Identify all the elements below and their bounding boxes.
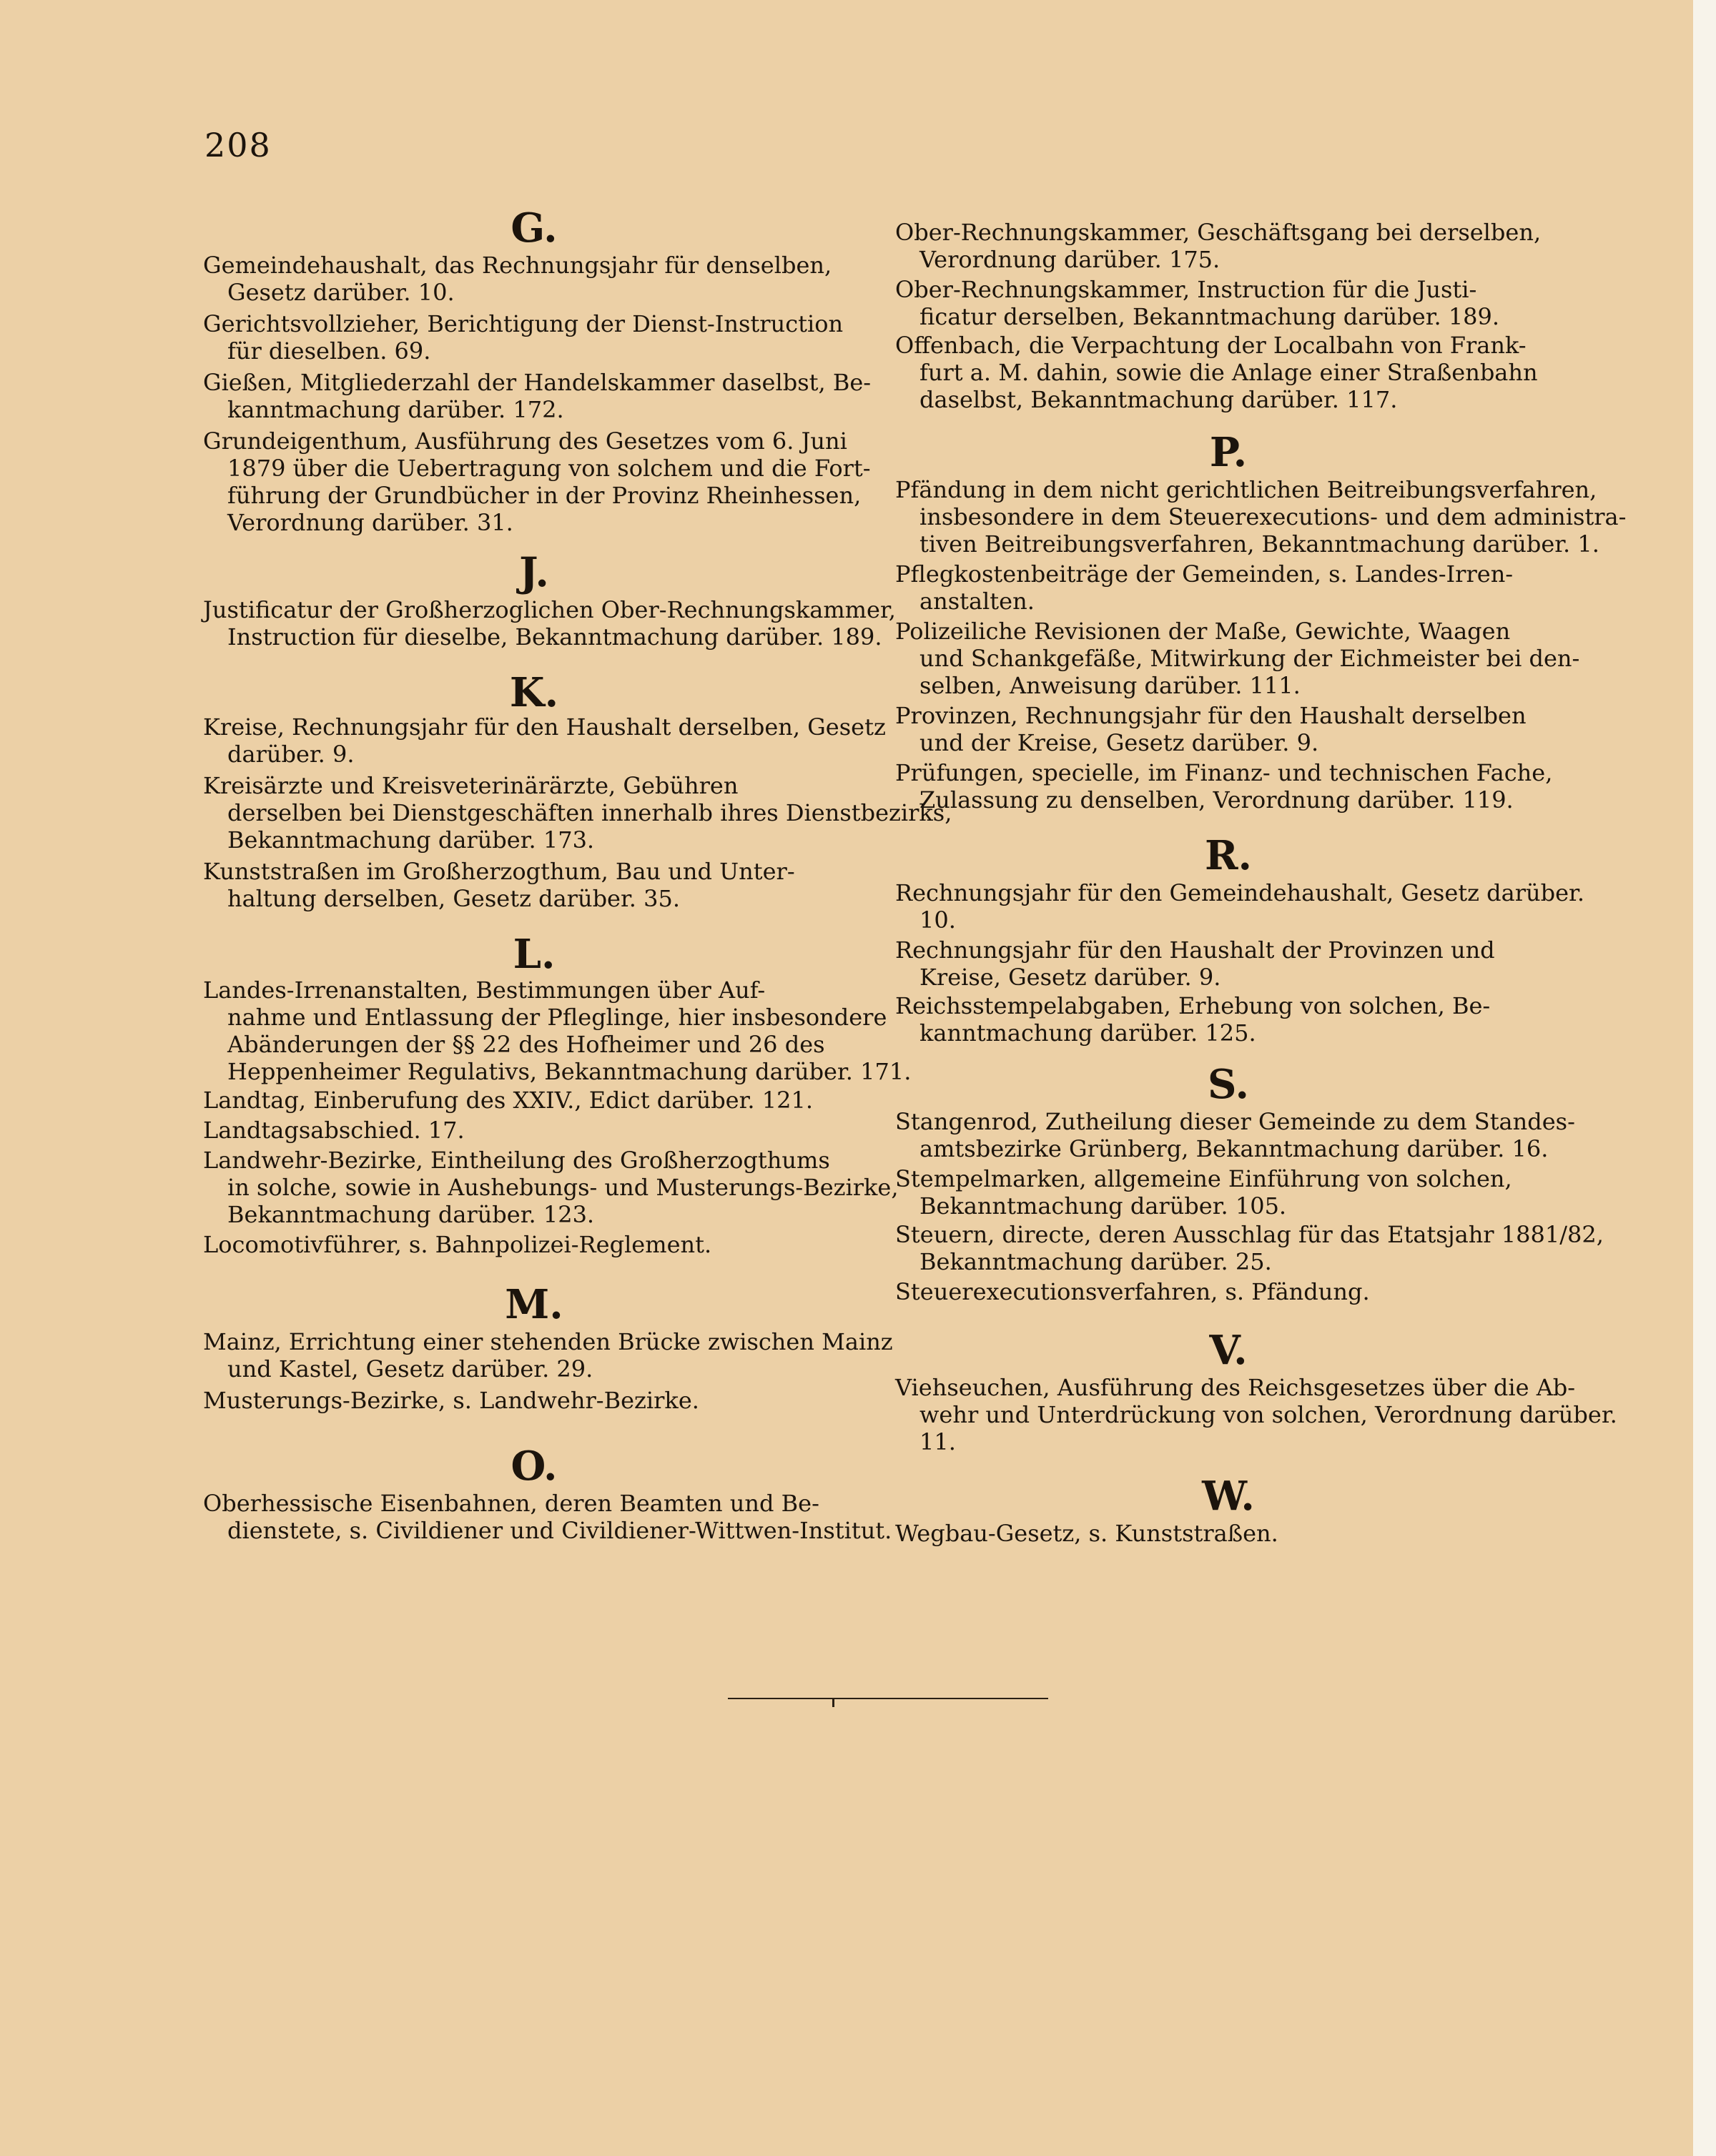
index-entry-line: Pflegkostenbeiträge der Gemeinden, s. Landes-Irren-: [895, 560, 1514, 588]
index-entry: [895, 276, 1562, 330]
index-entry-line: Bekanntmachung darüber. 105.: [919, 1192, 1287, 1220]
index-entry-line: Musterungs-Bezirke, s. Landwehr-Bezirke.: [203, 1387, 699, 1414]
index-entry: [895, 936, 1562, 991]
index-entry-line: ficatur derselben, Bekanntmachung darüber. 189.: [919, 303, 1500, 330]
closing-rule-ornament: [832, 1698, 834, 1707]
index-entry-line: Stempelmarken, allgemeine Einführung von solchen,: [895, 1165, 1512, 1192]
index-entry-line: in solche, sowie in Aushebungs- und Musterungs-Bezirke,: [227, 1174, 899, 1201]
index-entry-line: Gesetz darüber. 10.: [227, 279, 455, 306]
index-entry-line: Gießen, Mitgliederzahl der Handelskammer daselbst, Be-: [203, 369, 872, 396]
index-entry-line: Landes-Irrenanstalten, Bestimmungen über Auf-: [203, 976, 766, 1004]
index-entry-line: Provinzen, Rechnungsjahr für den Haushalt derselben: [895, 702, 1527, 729]
index-entry-line: Ober-Rechnungskammer, Instruction für die Justi-: [895, 276, 1477, 303]
index-entry-line: anstalten.: [919, 588, 1035, 615]
index-entry-line: Pfändung in dem nicht gerichtlichen Beitreibungsverfahren,: [895, 476, 1597, 503]
index-entry-line: Justificatur der Großherzoglichen Ober-Rechnungskammer,: [203, 596, 896, 623]
index-entry: [203, 772, 952, 854]
index-entry-line: derselben bei Dienstgeschäften innerhalb ihres Dienstbezirks,: [227, 799, 952, 826]
index-entry-line: Landwehr-Bezirke, Eintheilung des Großherzogthums: [203, 1147, 830, 1174]
index-entry-line: Ober-Rechnungskammer, Geschäftsgang bei derselben,: [895, 219, 1542, 246]
index-entry: [203, 1387, 865, 1414]
index-entry: [203, 310, 865, 365]
section-letter-heading: L.: [513, 931, 556, 978]
index-entry-line: 11.: [919, 1428, 956, 1455]
index-entry: [895, 879, 1584, 934]
page-number: 208: [204, 126, 272, 164]
index-entry-line: Kunststraßen im Großherzogthum, Bau und Unter-: [203, 858, 795, 885]
index-entry: [203, 369, 872, 423]
index-entry-line: daselbst, Bekanntmachung darüber. 117.: [919, 386, 1398, 413]
index-entry: [203, 713, 886, 768]
index-entry-line: Heppenheimer Regulativs, Bekanntmachung darüber. 171.: [227, 1058, 912, 1085]
index-entry-line: selben, Anweisung darüber. 111.: [919, 672, 1301, 699]
index-entry-line: Bekanntmachung darüber. 173.: [227, 826, 595, 854]
index-entry-line: Landtag, Einberufung des XXIV., Edict darüber. 121.: [203, 1087, 813, 1114]
index-entry-line: Instruction für dieselbe, Bekanntmachung darüber. 189.: [227, 623, 882, 651]
section-letter-heading: W.: [1202, 1473, 1255, 1520]
section-letter-heading: V.: [1209, 1327, 1248, 1374]
index-entry: [895, 1165, 1562, 1220]
index-entry-line: Kreisärzte und Kreisveterinärärzte, Gebühren: [203, 772, 739, 799]
index-entry: [895, 759, 1562, 814]
index-entry-line: Oberhessische Eisenbahnen, deren Beamten und Be-: [203, 1490, 819, 1517]
index-entry: [203, 1231, 865, 1258]
index-entry-line: Gerichtsvollzieher, Berichtigung der Dienst-Instruction: [203, 310, 844, 337]
closing-rule: [728, 1698, 1048, 1699]
index-entry-line: 1879 über die Uebertragung von solchem und die Fort-: [227, 455, 871, 482]
index-entry: [895, 702, 1562, 756]
index-entry-line: Rechnungsjahr für den Haushalt der Provinzen und: [895, 936, 1495, 964]
index-entry-line: Stangenrod, Zutheilung dieser Gemeinde zu dem Standes-: [895, 1108, 1575, 1135]
index-entry-line: Grundeigenthum, Ausführung des Gesetzes vom 6. Juni: [203, 427, 847, 455]
section-letter-heading: R.: [1204, 832, 1253, 879]
index-entry: [895, 1278, 1562, 1305]
index-entry-line: haltung derselben, Gesetz darüber. 35.: [227, 885, 680, 912]
index-entry-line: Kreise, Gesetz darüber. 9.: [919, 964, 1221, 991]
index-entry-line: amtsbezirke Grünberg, Bekanntmachung darüber. 16.: [919, 1135, 1549, 1162]
index-entry-line: Viehseuchen, Ausführung des Reichsgesetzes über die Ab-: [895, 1374, 1576, 1401]
index-entry-line: Mainz, Errichtung einer stehenden Brücke zwischen Mainz: [203, 1328, 893, 1355]
index-entry-line: Offenbach, die Verpachtung der Localbahn von Frank-: [895, 332, 1527, 359]
index-entry-line: und Schankgefäße, Mitwirkung der Eichmeister bei den-: [919, 645, 1580, 672]
index-entry-line: führung der Grundbücher in der Provinz Rheinhessen,: [227, 482, 862, 509]
index-entry-line: und Kastel, Gesetz darüber. 29.: [227, 1355, 593, 1383]
index-entry-line: insbesondere in dem Steuerexecutions- und dem administra-: [919, 503, 1627, 530]
index-entry: [203, 976, 912, 1085]
index-entry: [895, 1108, 1575, 1162]
index-entry-line: kanntmachung darüber. 172.: [227, 396, 564, 423]
index-entry: [895, 476, 1627, 558]
index-entry: [203, 596, 896, 651]
index-entry: [203, 1328, 893, 1383]
index-entry-line: nahme und Entlassung der Pfleglinge, hier insbesondere: [227, 1004, 887, 1031]
section-letter-heading: M.: [505, 1281, 563, 1328]
index-entry-line: kanntmachung darüber. 125.: [919, 1019, 1256, 1047]
index-entry-line: wehr und Unterdrückung von solchen, Verordnung darüber.: [919, 1401, 1617, 1428]
index-entry-line: und der Kreise, Gesetz darüber. 9.: [919, 729, 1319, 756]
index-entry-line: Locomotivführer, s. Bahnpolizei-Reglement.: [203, 1231, 712, 1258]
index-entry: [203, 1147, 899, 1228]
index-entry: [895, 1374, 1617, 1455]
index-entry: [203, 1117, 865, 1144]
index-entry-line: 10.: [919, 906, 956, 934]
index-entry: [203, 1490, 892, 1544]
index-entry: [203, 858, 865, 912]
index-entry-line: Kreise, Rechnungsjahr für den Haushalt derselben, Gesetz: [203, 713, 886, 741]
index-entry: [895, 332, 1562, 413]
section-letter-heading: P.: [1209, 429, 1248, 476]
index-entry-line: Landtagsabschied. 17.: [203, 1117, 465, 1144]
index-entry-line: für dieselben. 69.: [227, 337, 431, 365]
index-entry: [895, 219, 1562, 273]
index-entry-line: darüber. 9.: [227, 741, 355, 768]
index-entry: [203, 427, 871, 536]
index-entry: [895, 1520, 1562, 1547]
index-entry-line: Steuern, directe, deren Ausschlag für das Etatsjahr 1881/82,: [895, 1221, 1604, 1248]
index-entry-line: Verordnung darüber. 175.: [919, 246, 1221, 273]
index-entry-line: Abänderungen der §§ 22 des Hofheimer und 26 des: [227, 1031, 825, 1058]
section-letter-heading: K.: [509, 669, 559, 716]
index-entry-line: Rechnungsjahr für den Gemeindehaushalt, Gesetz darüber.: [895, 879, 1584, 906]
page-edge: [1693, 0, 1716, 2156]
index-entry-line: Bekanntmachung darüber. 123.: [227, 1201, 595, 1228]
index-entry: [895, 992, 1562, 1047]
index-entry: [203, 1087, 865, 1114]
index-entry-line: dienstete, s. Civildiener und Civildiener-Wittwen-Institut.: [227, 1517, 892, 1544]
index-entry-line: Polizeiliche Revisionen der Maße, Gewichte, Waagen: [895, 618, 1511, 645]
index-entry-line: Zulassung zu denselben, Verordnung darüber. 119.: [919, 786, 1514, 814]
index-entry-line: tiven Beitreibungsverfahren, Bekanntmachung darüber. 1.: [919, 530, 1599, 558]
section-letter-heading: O.: [511, 1443, 558, 1490]
section-letter-heading: G.: [511, 204, 558, 252]
index-entry-line: Steuerexecutionsverfahren, s. Pfändung.: [895, 1278, 1370, 1305]
index-entry: [895, 618, 1580, 699]
index-entry-line: furt a. M. dahin, sowie die Anlage einer Straßenbahn: [919, 359, 1538, 386]
index-entry: [203, 252, 865, 306]
index-entry-line: Prüfungen, specielle, im Finanz- und technischen Fache,: [895, 759, 1553, 786]
section-letter-heading: J.: [519, 549, 549, 596]
index-entry-line: Reichsstempelabgaben, Erhebung von solchen, Be-: [895, 992, 1491, 1019]
index-entry: [895, 560, 1562, 615]
section-letter-heading: S.: [1208, 1061, 1249, 1108]
index-entry: [895, 1221, 1604, 1275]
index-entry-line: Gemeindehaushalt, das Rechnungsjahr für denselben,: [203, 252, 832, 279]
index-entry-line: Verordnung darüber. 31.: [227, 509, 513, 536]
index-entry-line: Bekanntmachung darüber. 25.: [919, 1248, 1272, 1275]
index-entry-line: Wegbau-Gesetz, s. Kunststraßen.: [895, 1520, 1278, 1547]
